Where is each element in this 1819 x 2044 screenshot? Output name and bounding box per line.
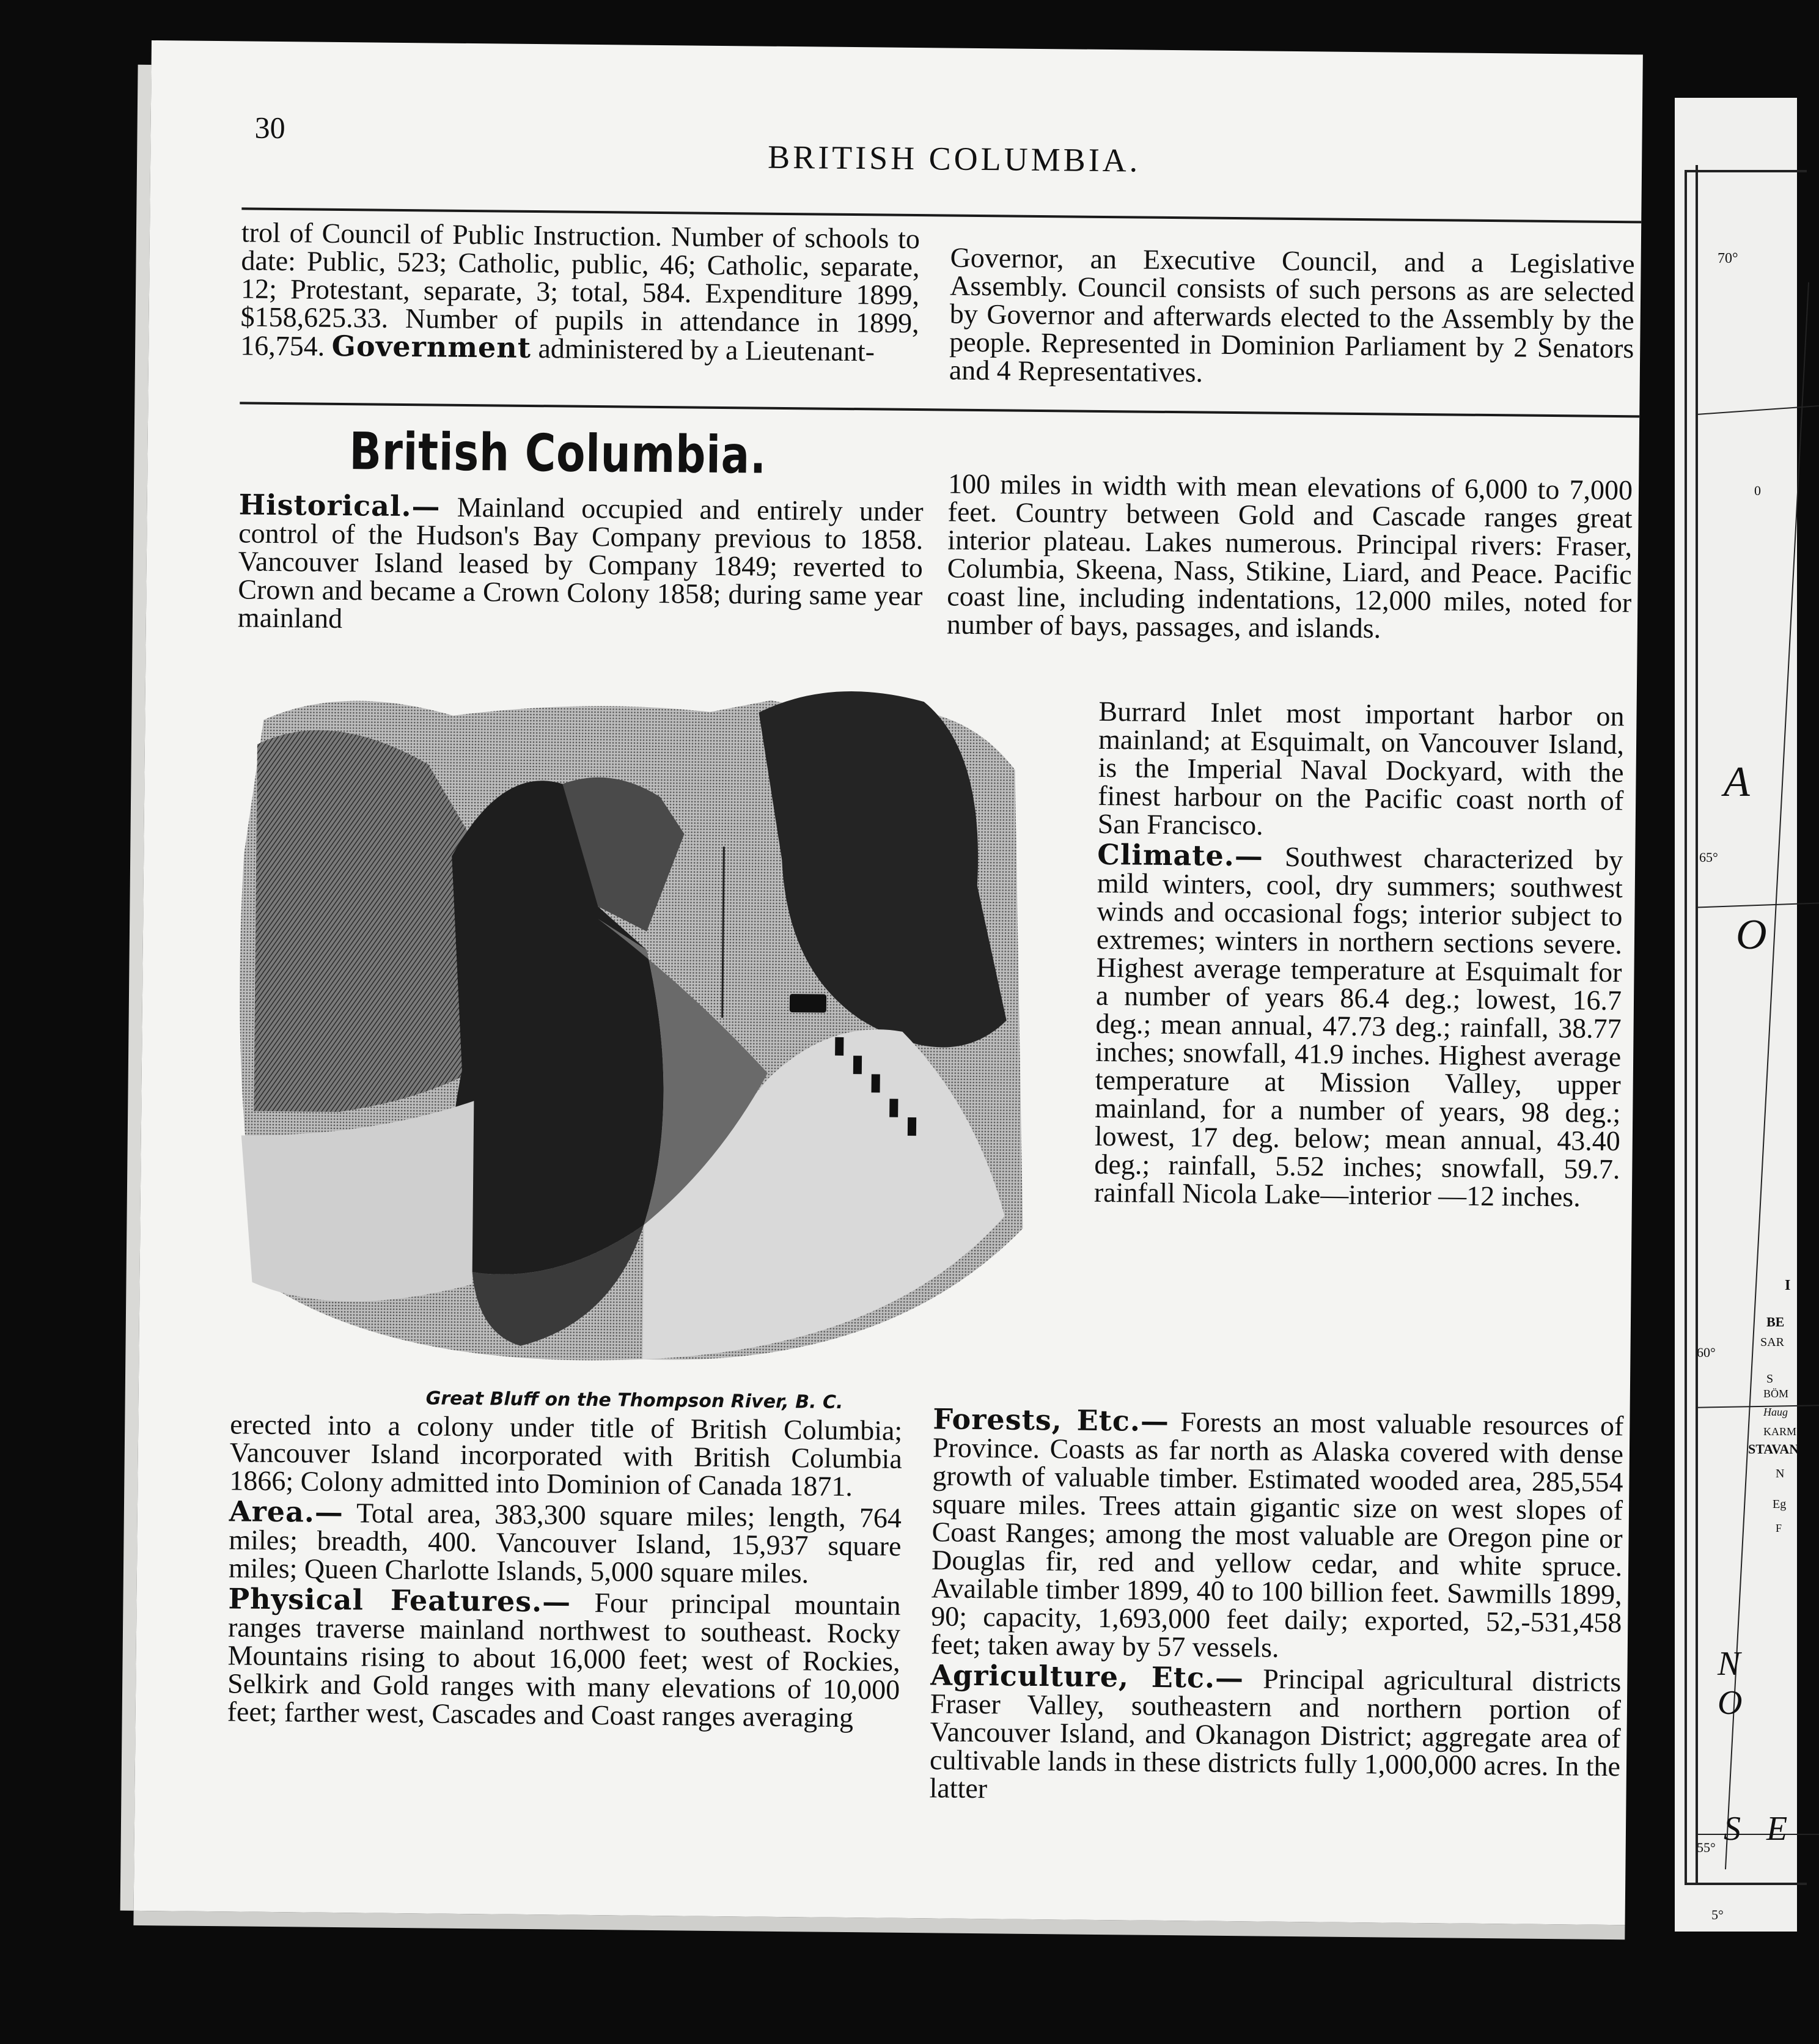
physical-run-in: Physical Features.— xyxy=(228,1582,571,1619)
historical-text: Mainland occupied and entirely under control of the Hudson's Bay Company previous to 1858. Vancouver Island leased by Company 1849; reverted to Crown and became a Crown Colony 1858; during same year mainland xyxy=(237,491,924,634)
map-label: STAVAN xyxy=(1748,1441,1799,1457)
meridian-line xyxy=(1725,282,1809,1870)
right-narrow-column xyxy=(1094,697,1625,1211)
map-label: 0 xyxy=(1754,483,1761,498)
climate-text: Southwest characterized by mild winters, cool, dry summers; southwest winds and occasional fogs; interior subject to extremes; winters in northern sections severe. Highest average temperature at Esquimalt for a number of years 86.4 deg.; lowest, 16.7 deg.; mean annual, 47.73 deg.; rainfall, 38.77 inches; snowfall, 41.9 inches. Highest average temperature at Mission Valley, upper mainland, for a number of years, 98 deg.; lowest, 17 deg. below; mean annual, 43.40 deg.; rainfall, 5.52 inches; snowfall, 59.7. rainfall Nicola Lake—interior —12 inches. xyxy=(1093,840,1623,1213)
map-label: F xyxy=(1776,1522,1782,1534)
book-page xyxy=(134,40,1643,1925)
top-right-column xyxy=(949,241,1635,391)
forests-section xyxy=(930,1402,1624,1665)
top-left-column xyxy=(240,218,920,366)
article-title: British Columbia. xyxy=(349,421,767,485)
map-label: N O xyxy=(1718,1645,1751,1722)
thompson-river-photo xyxy=(215,671,1040,1375)
parallel-line xyxy=(1697,1405,1819,1408)
harbor-text: Burrard Inlet most important harbor on mainland; at Esquimalt, on Vancouver Island, is the Imperial Naval Dockyard, with the finest harbour on the Pacific coast north of San Francisco. xyxy=(1097,695,1625,841)
page-number: 30 xyxy=(254,110,285,145)
agriculture-section xyxy=(929,1658,1622,1809)
government-continued-text: Governor, an Executive Council, and a Legislative Assembly. Council consists of such persons as are selected by Governor and afterwards elected to the Assembly by the people. Represented in Dominion Parliament by 2 Senators and 4 Representatives. xyxy=(949,241,1635,388)
parallel-line xyxy=(1697,903,1819,908)
map-border xyxy=(1685,171,1687,1883)
page-edge xyxy=(120,65,152,1911)
government-run-in: Government xyxy=(331,329,532,364)
map-label: S E xyxy=(1724,1810,1796,1848)
climate-run-in: Climate.— xyxy=(1097,837,1264,873)
map-border xyxy=(1685,1883,1807,1885)
adjacent-map-fragment xyxy=(1675,98,1797,1932)
map-label: 65° xyxy=(1699,850,1718,865)
map-label: A xyxy=(1724,759,1750,806)
map-label: O xyxy=(1736,911,1767,958)
map-label: 55° xyxy=(1697,1840,1716,1855)
forests-run-in: Forests, Etc.— xyxy=(933,1402,1170,1438)
map-label: BÖM xyxy=(1763,1388,1789,1400)
map-label: 60° xyxy=(1697,1345,1716,1360)
map-label: 5° xyxy=(1711,1907,1724,1922)
left-lower-column xyxy=(227,1410,903,1732)
map-label: S xyxy=(1766,1372,1774,1386)
map-border xyxy=(1696,165,1698,1883)
area-text: Total area, 383,300 square miles; length, 764 miles; breadth, 400. Vancouver Island, 15,937 square miles; Queen Charlotte Islands, 5,000 square miles. xyxy=(228,1497,902,1589)
map-label: N xyxy=(1776,1467,1785,1480)
map-label: Haug xyxy=(1763,1406,1788,1418)
forests-text: Forests an most valuable resources of Province. Coasts as far north as Alaska covered with dense growth of valuable timber. Estimated wooded area, 285,554 square miles. Trees attain gigantic size on west slopes of Coast Ranges; among the most valuable are Oregon pine or Douglas fir, red and yellow cedar, and white spruce. Available timber 1899, 40 to 100 billion feet. Sawmills 1899, 90; capacity, 1,693,000 feet daily; exported, 52,-531,458 feet; taken away by 57 vessels. xyxy=(930,1406,1624,1663)
map-label: SAR xyxy=(1760,1336,1784,1349)
right-lower-column xyxy=(929,1402,1624,1809)
government-text: administered by a Lieutenant- xyxy=(538,333,875,367)
area-run-in: Area.— xyxy=(229,1494,344,1529)
physical-section xyxy=(227,1584,901,1732)
map-border xyxy=(1685,170,1807,172)
agriculture-run-in: Agriculture, Etc.— xyxy=(930,1658,1244,1695)
page-edge xyxy=(133,1911,1625,1939)
education-text: trol of Council of Public Instruction. Number of schools to date: Public, 523; Catholic, public, 46; Catholic, separate, 12; Protestant, separate, 3; total, 584. Expenditure 1899, $158,625.33. Number of pupils in attendance in 1899, 16,754. xyxy=(240,216,921,362)
map-label: I xyxy=(1785,1278,1791,1293)
map-label: 70° xyxy=(1718,251,1738,267)
agriculture-text: Principal agricultural districts Fraser Valley, southeastern and northern portion of Vancouver Island, and Okanagon District; aggregate area of cultivable lands in these districts fully 1,000,000 acres. In the latter xyxy=(929,1663,1622,1804)
map-label: Eg xyxy=(1773,1498,1787,1511)
physical-text: Four principal mountain ranges traverse mainland northwest to southeast. Rocky Mountains rising to about 16,000 feet; west of Rockies, Selkirk and Gold ranges with many elevations of 10,000 feet; farther west, Cascades and Coast ranges averaging xyxy=(227,1587,901,1733)
figure-caption: Great Bluff on the Thompson River, B. C. xyxy=(425,1388,843,1413)
mountains-text: 100 miles in width with mean elevations of 6,000 to 7,000 feet. Country between Gold and Cascade ranges great interior plateau. Lakes numerous. Principal rivers: Fraser, Columbia, Skeena, Nass, Stikine, Liard, and Peace. Pacific coast line, including indentations, 12,000 miles, noted for number of bays, passages, and islands. xyxy=(946,468,1633,644)
climate-section xyxy=(1093,837,1623,1213)
historical-section xyxy=(238,490,924,638)
running-head: BRITISH COLUMBIA. xyxy=(767,138,1141,179)
right-top-column xyxy=(947,470,1633,645)
area-section xyxy=(228,1494,902,1589)
map-label: KARM xyxy=(1763,1425,1797,1438)
historical-run-in: Historical.— xyxy=(238,488,441,523)
map-label: BE xyxy=(1766,1314,1785,1329)
section-rule xyxy=(240,402,1639,417)
historical-continued-text: erected into a colony under title of British Columbia; Vancouver Island incorporated with British Columbia 1866; Colony admitted into Dominion of Canada 1871. xyxy=(229,1408,903,1502)
